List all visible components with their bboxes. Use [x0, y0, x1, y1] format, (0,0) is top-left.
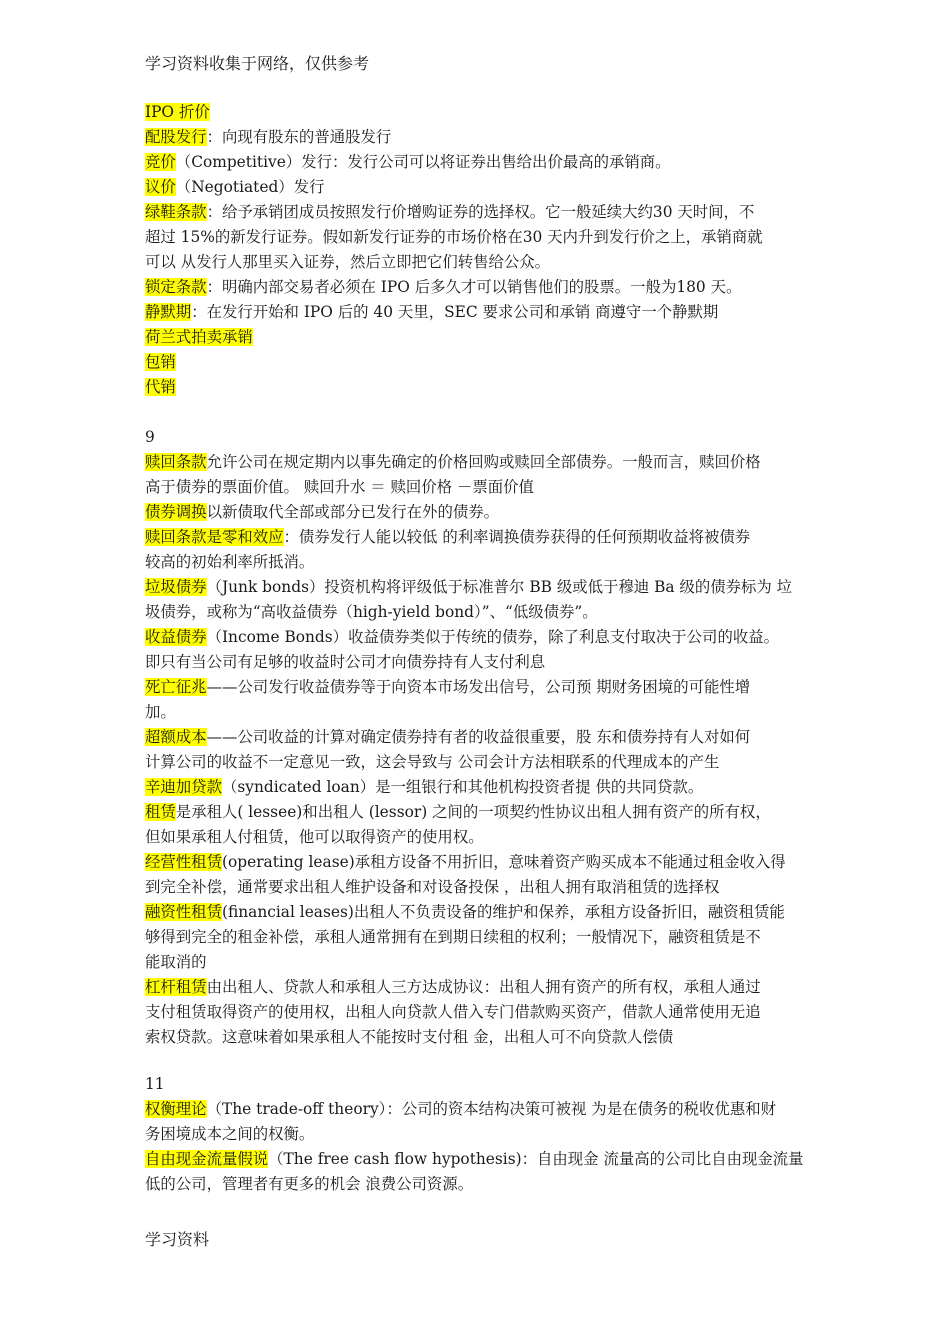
- section-9: [145, 425, 810, 1050]
- text-line: [145, 175, 810, 200]
- line-text: 高于债券的票面价值。 赎回升水 ＝ 赎回价格 －票面价值: [145, 478, 534, 496]
- line-text: ——公司收益的计算对确定债券持有者的收益很重要，股 东和债券持有人对如何: [206, 728, 751, 746]
- text-line: [145, 525, 810, 550]
- line-text: 允许公司在规定期内以事先确定的价格回购或赎回全部债券。一般而言，赎回价格: [206, 453, 761, 471]
- text-line: [145, 825, 810, 850]
- text-line: [145, 925, 810, 950]
- text-line: [145, 750, 810, 775]
- line-text: 即只有当公司有足够的收益时公司才向债券持有人支付利息: [145, 653, 546, 671]
- highlighted-term: 租赁: [145, 803, 176, 821]
- line-text: 支付租赁取得资产的使用权，出租人向贷款人借入专门借款购买资产，借款人通常使用无追: [145, 1003, 761, 1021]
- line-text: （The free cash flow hypothesis)：自由现金 流量高的公司比自由现金流量: [268, 1150, 804, 1168]
- line-text: (operating lease)承租方设备不用折旧，意味着资产购买成本不能通过租金收入得: [221, 853, 786, 871]
- highlighted-term: 权衡理论: [145, 1100, 207, 1118]
- section-number: 11: [145, 1075, 165, 1093]
- highlighted-term: 赎回条款是零和效应: [145, 528, 284, 546]
- text-line: [145, 250, 810, 275]
- text-line: [145, 850, 810, 875]
- text-line: [145, 325, 810, 350]
- line-text: 是承租人( lessee)和出租人 (lessor) 之间的一项契约性协议出租人拥有资产的所有权，: [175, 803, 771, 821]
- text-line: [145, 600, 810, 625]
- text-line: [145, 100, 810, 125]
- line-text: 务困境成本之间的权衡。: [145, 1125, 315, 1143]
- line-text: ：明确内部交易者必须在 IPO 后多久才可以销售他们的股票。一般为180 天。: [206, 278, 742, 296]
- highlighted-term: 收益债券: [145, 628, 207, 646]
- text-line: [145, 800, 810, 825]
- highlighted-term: 融资性租赁: [145, 903, 222, 921]
- text-line: [145, 775, 810, 800]
- page-footer: 学习资料: [145, 1230, 210, 1249]
- text-line: [145, 450, 810, 475]
- highlighted-term: 包销: [145, 353, 176, 371]
- text-line: [145, 675, 810, 700]
- line-text: （Junk bonds）投资机构将评级低于标准普尔 BB 级或低于穆迪 Ba 级的债券标为 垃: [206, 578, 793, 596]
- line-text: ：向现有股东的普通股发行: [206, 128, 392, 146]
- text-line: [145, 1000, 810, 1025]
- section-ipo: [145, 100, 810, 400]
- text-line: [145, 900, 810, 925]
- section-9-entries: [145, 450, 810, 1050]
- line-text: （The trade-off theory）：公司的资本结构决策可被视 为是在债务的税收优惠和财: [206, 1100, 776, 1118]
- text-line: [145, 575, 810, 600]
- line-text: ——公司发行收益债券等于向资本市场发出信号，公司预 期财务困境的可能性增: [206, 678, 751, 696]
- text-line: [145, 1147, 810, 1172]
- highlighted-term: 超额成本: [145, 728, 207, 746]
- text-line: [145, 225, 810, 250]
- highlighted-term: 自由现金流量假说: [145, 1150, 269, 1168]
- line-text: 低的公司，管理者有更多的机会 浪费公司资源。: [145, 1175, 474, 1193]
- text-line: [145, 1122, 810, 1147]
- line-text: 圾债券，或称为“高收益债券（high-yield bond）”、“低级债券”。: [145, 603, 598, 621]
- line-text: ：给予承销团成员按照发行价增购证券的选择权。它一般延续大约30 天时间，不: [206, 203, 755, 221]
- highlighted-term: IPO 折价: [145, 103, 210, 121]
- line-text: 由出租人、贷款人和承租人三方达成协议：出租人拥有资产的所有权，承租人通过: [206, 978, 761, 996]
- text-line: [145, 475, 810, 500]
- text-line: [145, 875, 810, 900]
- highlighted-term: 死亡征兆: [145, 678, 207, 696]
- highlighted-term: 锁定条款: [145, 278, 207, 296]
- section-11: [145, 1072, 810, 1197]
- line-text: （Income Bonds）收益债券类似于传统的债券，除了利息支付取决于公司的收益。: [206, 628, 780, 646]
- text-line: [145, 350, 810, 375]
- text-line: [145, 950, 810, 975]
- text-line: [145, 1097, 810, 1122]
- line-text: ：在发行开始和 IPO 后的 40 天里，SEC 要求公司和承销 商遵守一个静默期: [191, 303, 719, 321]
- highlighted-term: 经营性租赁: [145, 853, 222, 871]
- line-text: （Negotiated）发行: [175, 178, 325, 196]
- line-text: 可以 从发行人那里买入证券，然后立即把它们转售给公众。: [145, 253, 551, 271]
- highlighted-term: 赎回条款: [145, 453, 207, 471]
- line-text: 到完全补偿，通常要求出租人维护设备和对设备投保 ，出租人拥有取消租赁的选择权: [145, 878, 720, 896]
- page-header: 学习资料收集于网络，仅供参考: [145, 54, 370, 73]
- text-line: [145, 375, 810, 400]
- highlighted-term: 债券调换: [145, 503, 207, 521]
- highlighted-term: 竞价: [145, 153, 176, 171]
- line-text: （syndicated loan）是一组银行和其他机构投资者提 供的共同贷款。: [221, 778, 704, 796]
- highlighted-term: 荷兰式拍卖承销: [145, 328, 253, 346]
- text-line: [145, 650, 810, 675]
- text-line: [145, 300, 810, 325]
- highlighted-term: 辛迪加贷款: [145, 778, 222, 796]
- text-line: [145, 200, 810, 225]
- highlighted-term: 杠杆租赁: [145, 978, 207, 996]
- highlighted-term: 议价: [145, 178, 176, 196]
- highlighted-term: 代销: [145, 378, 176, 396]
- text-line: [145, 725, 810, 750]
- highlighted-term: 绿鞋条款: [145, 203, 207, 221]
- line-text: 能取消的: [145, 953, 207, 971]
- text-line: [145, 550, 810, 575]
- text-line: [145, 150, 810, 175]
- text-line: [145, 275, 810, 300]
- line-text: (financial leases)出租人不负责设备的维护和保养，承租方设备折旧，融资租赁能: [221, 903, 785, 921]
- line-text: （Competitive）发行：发行公司可以将证券出售给出价最高的承销商。: [175, 153, 671, 171]
- line-text: 较高的初始利率所抵消。: [145, 553, 315, 571]
- highlighted-term: 静默期: [145, 303, 192, 321]
- line-text: 计算公司的收益不一定意见一致，这会导致与 公司会计方法相联系的代理成本的产生: [145, 753, 720, 771]
- text-line: [145, 125, 810, 150]
- text-line: [145, 700, 810, 725]
- text-line: [145, 500, 810, 525]
- text-line: [145, 1172, 810, 1197]
- line-text: 超过 15%的新发行证券。假如新发行证券的市场价格在30 天内升到发行价之上，承销商就: [145, 228, 763, 246]
- section-11-entries: [145, 1097, 810, 1197]
- line-text: 以新债取代全部或部分已发行在外的债券。: [206, 503, 500, 521]
- line-text: 够得到完全的租金补偿，承租人通常拥有在到期日续租的权利；一般情况下，融资租赁是不: [145, 928, 761, 946]
- text-line: [145, 625, 810, 650]
- line-text: 索权贷款。这意味着如果承租人不能按时支付租 金，出租人可不向贷款人偿债: [145, 1028, 674, 1046]
- line-text: 但如果承租人付租赁，他可以取得资产的使用权。: [145, 828, 484, 846]
- section-number: 9: [145, 428, 155, 446]
- text-line: [145, 1025, 810, 1050]
- line-text: ：债券发行人能以较低 的利率调换债券获得的任何预期收益将被债券: [283, 528, 751, 546]
- text-line: [145, 975, 810, 1000]
- line-text: 加。: [145, 703, 176, 721]
- highlighted-term: 垃圾债券: [145, 578, 207, 596]
- highlighted-term: 配股发行: [145, 128, 207, 146]
